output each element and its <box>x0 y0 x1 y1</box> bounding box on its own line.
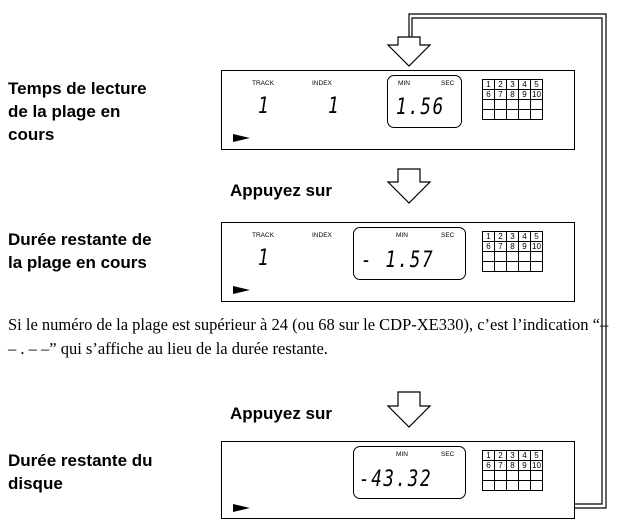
play-icon <box>233 286 250 294</box>
min-header: MIN <box>398 80 410 87</box>
time-value: 1.56 <box>396 95 445 120</box>
track-digit: 1 <box>258 246 271 271</box>
track-grid: 1 2 3 4 5 6 7 8 9 10 <box>482 79 543 120</box>
state-label-playing-time: Temps de lecture de la plage en cours <box>8 79 147 144</box>
play-icon <box>233 504 250 512</box>
track-header: TRACK <box>252 232 275 239</box>
arrow-down-middle <box>388 169 430 203</box>
min-header: MIN <box>396 451 408 458</box>
sec-header: SEC <box>441 451 455 458</box>
play-icon <box>233 134 250 142</box>
arrow-down-bottom <box>388 392 430 427</box>
index-header: INDEX <box>312 80 332 87</box>
track-header: TRACK <box>252 80 275 87</box>
sec-header: SEC <box>441 232 455 239</box>
min-header: MIN <box>396 232 408 239</box>
press-label: Appuyez sur <box>230 181 333 200</box>
state-label-remaining-track: Durée restante de la plage en cours <box>8 230 152 272</box>
time-value: - 1.57 <box>361 248 435 273</box>
display-panel-1 <box>221 70 575 150</box>
track-digit: 1 <box>258 94 271 119</box>
track-grid: 1 2 3 4 5 6 7 8 9 10 <box>482 450 543 491</box>
display-panel-3 <box>221 441 575 519</box>
state-label-remaining-disc: Durée restante du disque <box>8 451 153 493</box>
time-value: -43.32 <box>359 467 433 492</box>
sec-header: SEC <box>441 80 455 87</box>
display-panel-2 <box>221 222 575 302</box>
index-digit: 1 <box>328 94 341 119</box>
note-paragraph: Si le numéro de la plage est supérieur à 24 (ou 68 sur le CDP-XE330), c’est l’indication “– – . – –” qui s’affiche au lieu de la durée restante. <box>8 315 609 358</box>
arrow-down-top <box>388 37 430 66</box>
index-header: INDEX <box>312 232 332 239</box>
press-label: Appuyez sur <box>230 404 333 423</box>
track-grid: 1 2 3 4 5 6 7 8 9 10 <box>482 231 543 272</box>
